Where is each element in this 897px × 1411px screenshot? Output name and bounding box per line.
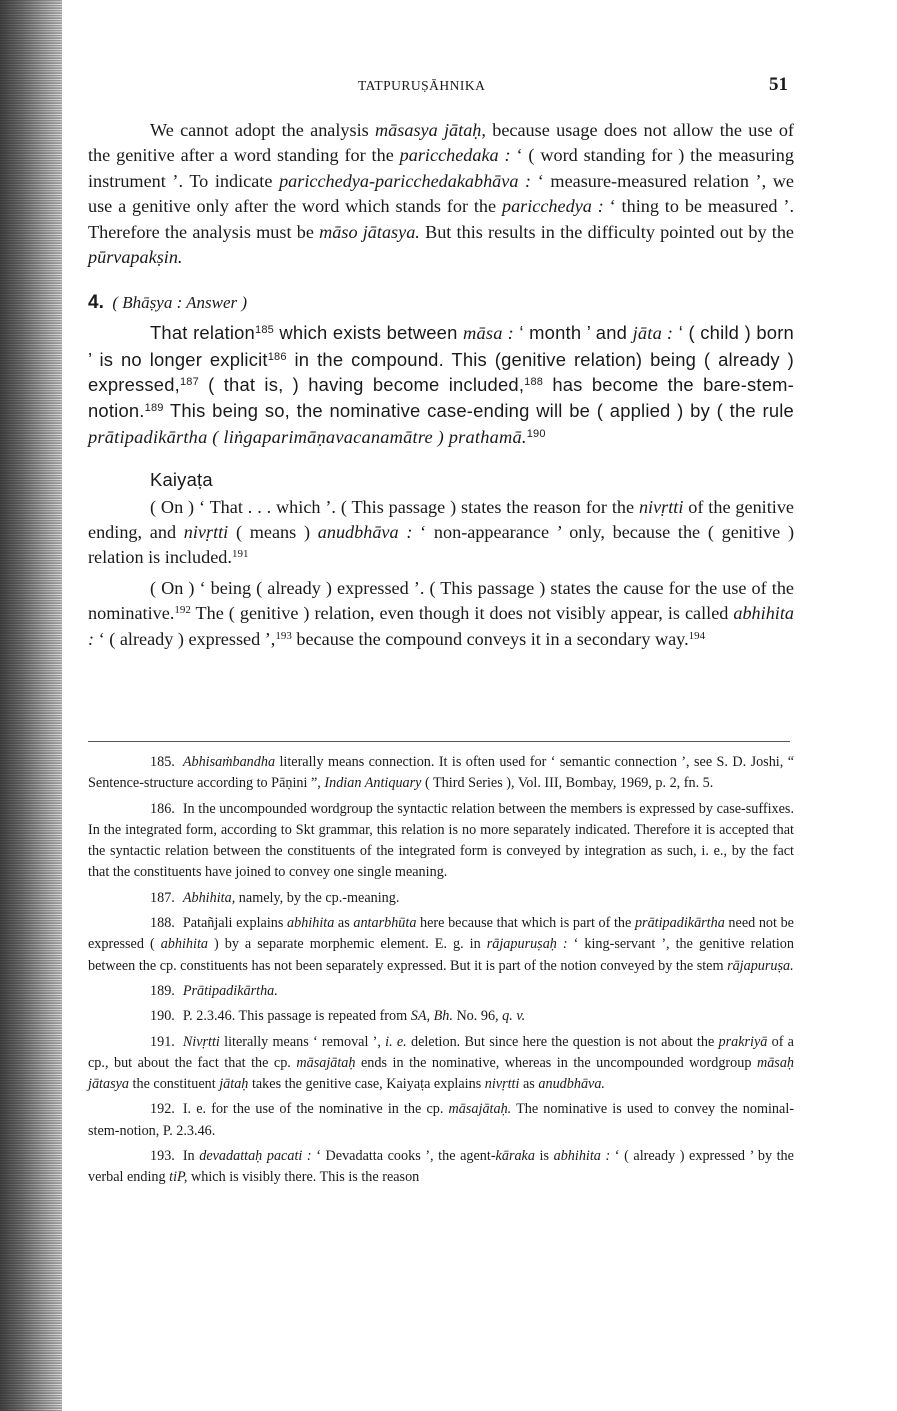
text-run: ‘ Devadatta cooks ’, the agent-	[311, 1148, 496, 1165]
footnote-191	[88, 1032, 794, 1096]
text-run: ‘ month ’ and	[513, 321, 633, 343]
footnote-188	[88, 913, 794, 977]
text-run: ‘ ( child ) born ’ is no longer explicit	[88, 321, 794, 370]
footnote-185	[88, 752, 794, 795]
footnote-ref: 188	[524, 376, 544, 389]
italic-term: antarbhūta	[353, 915, 417, 932]
section-title: ( Bhāṣya : Answer )	[112, 293, 248, 313]
footnote-ref: 191	[231, 548, 249, 561]
footnote-187	[88, 888, 794, 909]
text-run: ) by a separate morphemic element. E. g. in	[207, 936, 487, 953]
italic-term: prakriyā	[718, 1033, 768, 1050]
section-number: 4.	[88, 292, 104, 314]
text-run: takes the genitive case, Kaiyaṭa explains	[248, 1076, 485, 1093]
text-run: literally means connection. It is often used for ‘ semantic connection ’, see S. D. Joshi, “ Sentence-structure according to Pāṇini ”,	[88, 754, 794, 792]
italic-term: q. v.	[502, 1008, 526, 1025]
footnote-ref: 186	[267, 350, 287, 363]
footnote-189	[88, 981, 794, 1002]
italic-term: devadattaḥ pacati :	[199, 1148, 312, 1165]
text-run: in the compound. This (genitive relation) being ( already ) expressed,	[88, 348, 794, 396]
italic-term: abhihita	[160, 936, 208, 953]
text-run: The ( genitive ) relation, even though it does not visibly appear, is called	[190, 603, 734, 624]
text-run: here because that which is part of the	[416, 915, 635, 932]
text-run: because the compound conveys it in a secondary way.	[291, 628, 689, 649]
page-number: 51	[769, 74, 788, 95]
text-run: We cannot adopt the analysis	[150, 120, 376, 140]
italic-term: nivṛtti	[484, 1076, 520, 1093]
text-run: which is visibly there. This is the reason	[187, 1169, 420, 1186]
text-run: Patañjali explains	[182, 915, 287, 932]
footnote-number: 192.	[150, 1101, 175, 1118]
text-run: ‘ ( word standing for ) the measuring instrument ’. To indicate	[88, 145, 794, 191]
footnote-190	[88, 1006, 794, 1027]
italic-term: paricchedya-paricchedakabhāva :	[279, 170, 532, 191]
text-run: No. 96,	[452, 1008, 503, 1025]
text-run: ‘ non-appearance ’ only, because the ( genitive ) relation is included.	[88, 522, 795, 568]
footnote-ref: 185	[255, 323, 274, 336]
italic-term: jātaḥ	[219, 1076, 249, 1093]
text-run: ends in the nominative, whereas in the uncompounded wordgroup	[355, 1054, 757, 1071]
text-run: ( On ) ‘ That . . . which ’. ( This passage ) states the reason for the	[150, 496, 639, 517]
text-run: as	[519, 1076, 539, 1093]
italic-term: prātipadikārtha ( liṅgaparimāṇavacanamātre ) prathamā.	[88, 427, 527, 448]
italic-term: nivṛtti	[638, 496, 684, 517]
text-run: as	[334, 915, 354, 932]
footnote-number: 185.	[150, 754, 175, 770]
footnote-ref: 190	[526, 428, 546, 441]
text-run: This being so, the nominative case-ending will be ( applied ) by ( the rule	[163, 400, 794, 422]
text-run: ( that is, ) having become included,	[198, 374, 525, 396]
italic-term: Abhihita,	[182, 889, 236, 906]
paragraph-kaiyata-2	[88, 576, 794, 652]
text-run: namely, by the cp.-meaning.	[235, 889, 400, 906]
text-run: ‘ thing to be measured ’. Therefore the analysis must be	[88, 196, 794, 242]
italic-term: māsa :	[463, 322, 514, 343]
italic-term: SA, Bh.	[410, 1008, 453, 1025]
scan-binding-edge	[0, 0, 62, 1411]
text-run: In the uncompounded wordgroup the syntactic relation between the members is expressed by case-suffixes. In the integrated form, according to Skt grammar, this relation is no more separately indicated. Therefore it is accepted that the syntactic relation between the constituents of the integrated form is conveyed by integration as such, i. e., by the fact that the constituents have joined to convey one single meaning.	[88, 800, 794, 881]
text-run: of the genitive ending, and	[88, 496, 794, 543]
italic-term: māsajātaḥ	[296, 1054, 356, 1071]
footnote-number: 186.	[150, 800, 175, 817]
footnotes	[88, 752, 794, 1193]
text-run: But this results in the difficulty pointed out by the	[419, 221, 794, 242]
italic-term: māso jātasya.	[319, 221, 420, 242]
footnote-number: 188.	[150, 915, 175, 932]
paragraph-bhasya-answer	[88, 320, 794, 451]
text-run: ‘ measure-measured relation ’, we use a genitive only after the word which stands for the	[88, 170, 794, 217]
italic-term: pūrvapakṣin.	[88, 247, 183, 268]
italic-term: rājapuruṣa.	[727, 957, 794, 974]
text-run: deletion. But since here the question is not about the	[406, 1033, 719, 1050]
italic-term: nivṛtti	[183, 522, 229, 543]
text-run: which exists between	[273, 321, 463, 343]
running-head	[88, 74, 794, 98]
italic-term: māsasya jātaḥ,	[375, 120, 486, 140]
footnote-192	[88, 1099, 794, 1142]
italic-term: anudbhāva.	[538, 1076, 605, 1093]
italic-term: Prātipadikārtha.	[182, 982, 278, 999]
footnote-ref: 189	[144, 402, 164, 415]
footnote-186	[88, 799, 794, 884]
text-run: The nominative is used to convey the nominal-stem-notion, P. 2.3.46.	[88, 1101, 794, 1139]
italic-term: rājapuruṣaḥ :	[486, 936, 568, 953]
text-run: I. e. for the use of the nominative in the cp.	[182, 1101, 449, 1118]
italic-term: kāraka	[495, 1148, 535, 1165]
text-run: is	[534, 1148, 554, 1165]
italic-term: Abhisaṁbandha	[182, 754, 276, 770]
footnote-number: 190.	[150, 1008, 175, 1025]
main-text	[88, 118, 794, 652]
italic-term: anudbhāva :	[317, 522, 413, 543]
text-run: need not be expressed (	[88, 915, 794, 953]
paragraph-analysis	[88, 118, 794, 270]
italic-term: abhihita :	[553, 1148, 611, 1165]
italic-term: prātipadikārtha	[634, 915, 725, 932]
footnote-ref: 194	[688, 629, 706, 642]
italic-term: jāta :	[632, 322, 674, 343]
italic-term: Nivṛtti	[182, 1033, 220, 1050]
footnote-number: 187.	[150, 889, 175, 906]
text-run: In	[182, 1148, 200, 1165]
italic-term: i. e.	[385, 1033, 407, 1050]
italic-term: māsajātaḥ.	[448, 1101, 512, 1118]
text-run: because usage does not allow the use of the genitive after a word standing for the	[88, 120, 794, 166]
footnote-ref: 193	[275, 629, 292, 642]
paragraph-kaiyata-1	[88, 495, 794, 571]
section-heading	[88, 290, 794, 315]
italic-term: paricchedya :	[501, 196, 604, 217]
text-run: ( Third Series ), Vol. III, Bombay, 1969, p. 2, fn. 5.	[421, 775, 714, 792]
footnote-ref: 187	[179, 376, 199, 389]
footnote-divider	[88, 741, 790, 742]
text-run: the constituent	[128, 1076, 220, 1093]
italic-term: māsaḥ jātasya	[88, 1054, 795, 1093]
kaiyata-heading: Kaiyaṭa	[150, 468, 213, 490]
text-run: has become the bare-stem-notion.	[88, 374, 794, 422]
italic-term: abhihita :	[88, 603, 794, 649]
text-run: ( On ) ‘ being ( already ) expressed ’. ( This passage ) states the cause for the use of the nominative.	[88, 577, 794, 624]
text-run: ‘ ( already ) expressed ’ by the verbal ending	[88, 1148, 794, 1186]
footnote-193	[88, 1146, 794, 1189]
footnote-ref: 192	[174, 604, 191, 617]
text-run: literally means ‘ removal ’,	[219, 1033, 386, 1050]
footnote-number: 191.	[150, 1033, 175, 1050]
text-run: of a cp., but about the fact that the cp.	[88, 1033, 794, 1071]
text-run: That relation	[150, 321, 255, 343]
italic-term: Indian Antiquary	[324, 775, 422, 792]
italic-term: abhihita	[287, 915, 335, 932]
italic-term: paricchedaka :	[399, 145, 511, 166]
italic-term: tiP,	[169, 1169, 188, 1186]
footnote-number: 193.	[150, 1148, 175, 1165]
text-run: ‘ ( already ) expressed ’,	[94, 628, 276, 649]
text-run: P. 2.3.46. This passage is repeated from	[182, 1008, 411, 1025]
running-head-title: TATPURUṢĀHNIKA	[358, 78, 486, 93]
text-run: ( means )	[228, 522, 318, 543]
text-run: ‘ king-servant ’, the genitive relation between the cp. constituents has not been separately expressed. But it is part of the notion conveyed by the stem	[88, 936, 794, 974]
footnote-number: 189.	[150, 982, 175, 999]
